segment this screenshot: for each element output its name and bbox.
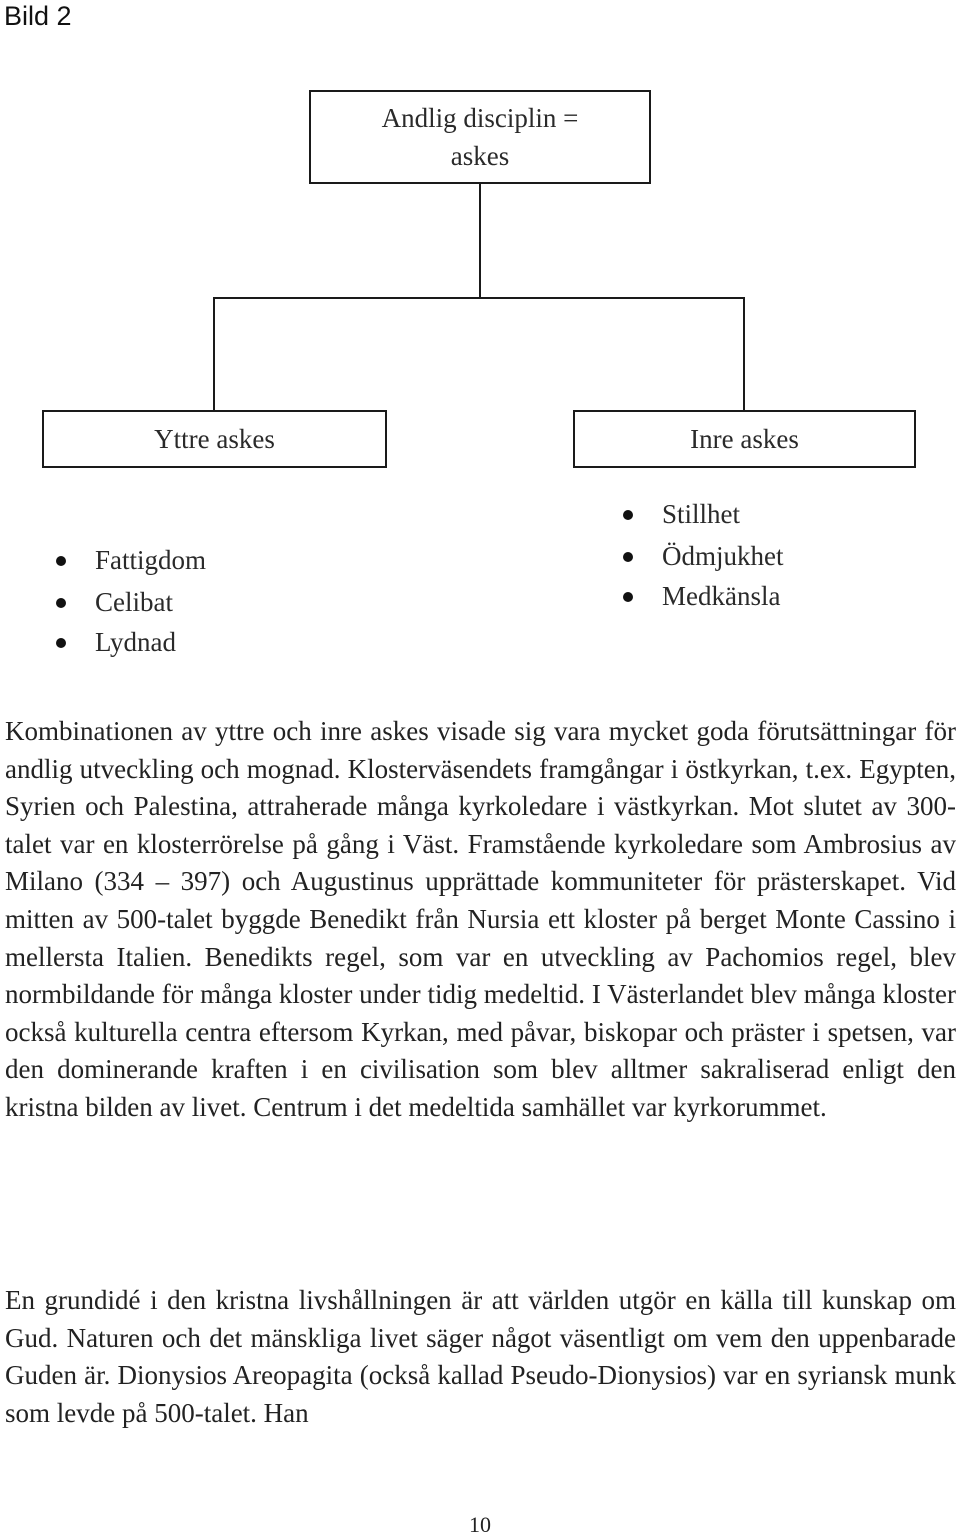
figure-caption: Bild 2 xyxy=(4,1,72,31)
bullet-icon xyxy=(623,510,633,520)
diagram-right-label: Inre askes xyxy=(690,424,799,454)
page-number: 10 xyxy=(469,1512,491,1537)
bullet-icon xyxy=(56,598,66,608)
list-item: Stillhet xyxy=(623,494,784,536)
list-item: Medkänsla xyxy=(623,576,784,616)
bullet-icon xyxy=(56,556,66,566)
diagram-root-box xyxy=(309,90,651,184)
list-item: Lydnad xyxy=(56,622,206,662)
left-bullet-list xyxy=(56,540,206,662)
body-paragraph-2: En grundidé i den kristna livshållningen är att världen utgör en källa till kunskap om Gud. Naturen och det mänskliga livet säger något väsentligt om vem den uppenbarade Guden är. Dionysios Areopagita (också kallad Pseudo-Dionysios) var en syriansk munk som levde på 500-talet. Han xyxy=(5,1285,956,1428)
diagram-left-box xyxy=(42,410,387,468)
list-item: Ödmjukhet xyxy=(623,536,784,576)
list-item: Fattigdom xyxy=(56,540,206,582)
list-item: Celibat xyxy=(56,582,206,622)
bullet-icon xyxy=(56,638,66,648)
bullet-icon xyxy=(623,552,633,562)
diagram-right-box xyxy=(573,410,916,468)
right-bullet-list xyxy=(623,494,784,616)
body-paragraph-1: Kombinationen av yttre och inre askes visade sig vara mycket goda förutsättningar för andlig utveckling och mognad. Klosterväsendets framgångar i östkyrkan, t.ex. Egypten, Syrien och Palestina, attraherade många kyrkoledare i västkyrkan. Mot slutet av 300-talet var en klosterrörelse på gång i Väst. Framstående kyrkoledare som Ambrosius av Milano (334 – 397) och Augustinus upprättade kommuniteter för prästerskapet. Vid mitten av 500-talet byggde Benedikt från Nursia ett kloster på berget Monte Cassino i mellersta Italien. Benedikts regel, som var en utveckling av Pachomios regel, blev normbildande för många kloster under tidig medeltid. I Västerlandet blev många kloster också kulturella centra eftersom Kyrkan, med påvar, biskopar och präster i spetsen, var den dominerande kraften i en civilisation som blev alltmer sakraliserad enligt den kristna bilden av livet. Centrum i det medeltida samhället var kyrkorummet. xyxy=(5,716,956,1122)
diagram-root-label: Andlig disciplin = askes xyxy=(381,103,579,171)
bullet-icon xyxy=(623,592,633,602)
diagram-left-label: Yttre askes xyxy=(154,424,275,454)
